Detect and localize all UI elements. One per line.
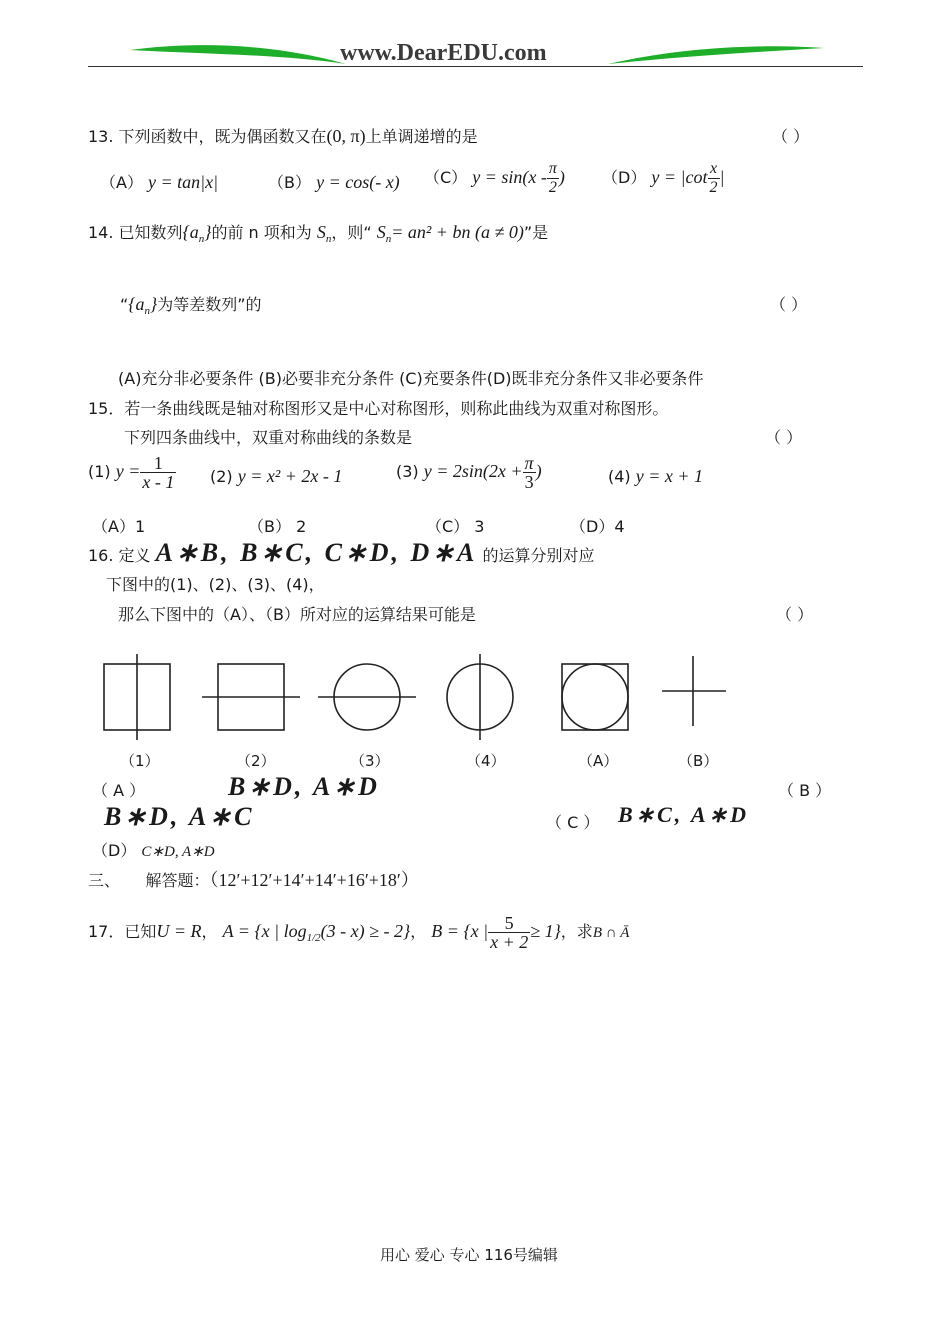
q15-stem-line1: 15．若一条曲线既是轴对称图形又是中心对称图形，则称此曲线为双重对称图形。: [88, 399, 669, 418]
q13-stem: 13. 下列函数中，既为偶函数又在(0, π)上单调递增的是: [88, 126, 478, 146]
q13-option-d: （D） y = |cot $\frac{x}{2}$ |: [602, 160, 725, 196]
section3-heading: 三、 解答题：（12′+12′+14′+14′+16′+18′）: [88, 870, 419, 890]
q17-stem: 17．已知U = R， A = {x | $\log_{1/2}(3 - x)$ ≥ - 2}， B = {x | $\frac{5}{x + 2}$ ≥ 1}，求B ∩ Ā: [88, 913, 630, 952]
q15-option-c: （C） 3: [426, 517, 485, 536]
q13-answer-bracket: （ ）: [772, 127, 810, 146]
q15-option-d: （D）4: [570, 517, 625, 536]
figure-label-2: （2）: [236, 752, 276, 770]
q15-stem-line2: 下列四条曲线中，双重对称曲线的条数是: [124, 428, 413, 447]
figure-label-b: （B）: [678, 752, 719, 770]
q16-option-c: B∗C, A∗D: [618, 802, 749, 827]
q16-stem-line2: 下图中的(1)、(2)、(3)、(4)，: [106, 575, 325, 594]
q16-figures: [90, 650, 750, 746]
q16-answer-bracket: （ ）: [776, 605, 814, 624]
q16-option-b-label: （ B ）: [778, 781, 832, 800]
q13-option-a: （A） y = tan|x|: [100, 172, 219, 192]
figure-label-a: （A）: [578, 752, 619, 770]
q16-option-c-label: （ C ）: [546, 813, 600, 832]
q16-option-a-label: （ A ）: [92, 781, 146, 800]
figure-label-3: （3）: [350, 752, 390, 770]
q15-curve-1: (1) y = $\frac{1}{x - 1}$: [88, 453, 175, 492]
q16-option-b: B∗D, A∗C: [104, 802, 255, 831]
q16-stem-line3: 那么下图中的（A）、（B）所对应的运算结果可能是: [118, 605, 476, 624]
q15-answer-bracket: （ ）: [765, 428, 803, 447]
q14-stem: 14. 已知数列$\{a_n\}$的前 n 项和为 $S_n$，则“ $S_n= an^2$ + bn (a ≠ 0)”是: [88, 222, 549, 246]
page-footer: 用心 爱心 专心 116号编辑: [380, 1246, 558, 1264]
q16-option-a: B∗D, A∗D: [228, 772, 380, 801]
figure-label-1: （1）: [120, 752, 160, 770]
figure-b: [662, 656, 726, 726]
figure-2: [202, 664, 300, 730]
q15-curve-4: (4) y = x + 1: [608, 466, 704, 486]
q15-curve-3: (3) y = 2sin(2x + $\frac{\pi}{3}$ ): [396, 453, 542, 492]
site-logo: www.DearEDU.com: [340, 40, 547, 66]
q16-option-d: （D） C∗D, A∗D: [92, 841, 215, 860]
q15-curve-2: (2) y = x² + 2x - 1: [210, 466, 343, 486]
figure-1: [104, 654, 170, 740]
figure-a: [562, 664, 628, 730]
figure-3: [318, 664, 416, 730]
q13-option-b: （B） y = cos(- x): [268, 172, 400, 192]
figure-label-4: （4）: [466, 752, 506, 770]
q16-stem-line1: 16. 定义 A∗B, B∗C, C∗D, D∗A 的运算分别对应: [88, 538, 595, 567]
q14-options: (A)充分非必要条件 (B)必要非充分条件 (C)充要条件(D)既非充分条件又非必要条件: [118, 369, 704, 388]
q14-condition-line: “$\{a_n\}$为等差数列”的: [120, 294, 262, 318]
q13-option-c: （C） y = sin(x - $\frac{\pi}{2}$ ): [424, 160, 565, 196]
figure-4: [447, 654, 513, 740]
q15-option-b: （B） 2: [248, 517, 307, 536]
header-rule: [88, 66, 863, 67]
q14-answer-bracket: （ ）: [770, 295, 808, 314]
q15-option-a: （A）1: [92, 517, 146, 536]
